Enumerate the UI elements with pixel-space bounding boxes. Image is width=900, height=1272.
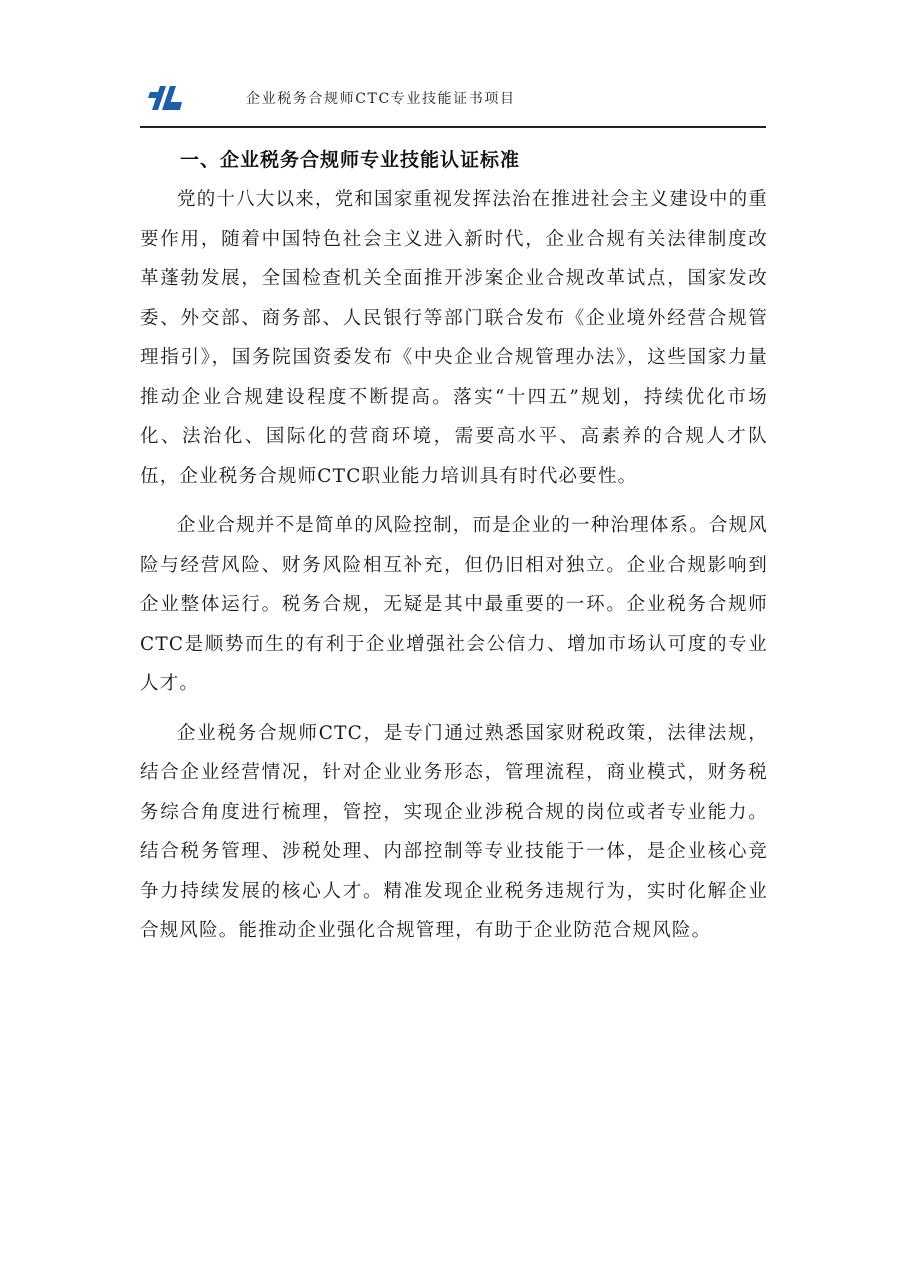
document-body bbox=[140, 140, 768, 951]
paragraph-2: 企业合规并不是简单的风险控制，而是企业的一种治理体系。合规风险与经营风险、财务风险相互补充，但仍旧相对独立。企业合规影响到企业整体运行。税务合规，无疑是其中最重要的一环。企业税务合规师CTC是顺势而生的有利于企业增强社会公信力、增加市场认可度的专业人才。 bbox=[140, 515, 769, 694]
paragraph-3: 企业税务合规师CTC，是专门通过熟悉国家财税政策，法律法规，结合企业经营情况，针对企业业务形态，管理流程，商业模式，财务税务综合角度进行梳理，管控，实现企业涉税合规的岗位或者专业能力。结合税务管理、涉税处理、内部控制等专业技能于一体，是企业核心竞争力持续发展的核心人才。精准发现企业税务违规行为，实时化解企业合规风险。能推动企业强化合规管理，有助于企业防范合规风险。 bbox=[140, 722, 768, 941]
header-title: 企业税务合规师CTC专业技能证书项目 bbox=[246, 91, 516, 107]
paragraph-1: 党的十八大以来，党和国家重视发挥法治在推进社会主义建设中的重要作用，随着中国特色社会主义进入新时代，企业合规有关法律制度改革蓬勃发展，全国检查机关全面推开涉案企业合规改革试点，国家发改委、外交部、商务部、人民银行等部门联合发布《企业境外经营合规管理指引》，国务院国资委发布《中央企业合规管理办法》，这些国家力量推动企业合规建设程度不断提高。落实“十四五”规划，持续优化市场化、法治化、国际化的营商环境，需要高水平、高素养的合规人才队伍，企业税务合规师CTC职业能力培训具有时代必要性。 bbox=[140, 189, 769, 487]
page-header bbox=[140, 68, 766, 128]
company-logo-icon bbox=[148, 82, 184, 112]
section-heading: 一、企业税务合规师专业技能认证标准 bbox=[180, 149, 521, 171]
